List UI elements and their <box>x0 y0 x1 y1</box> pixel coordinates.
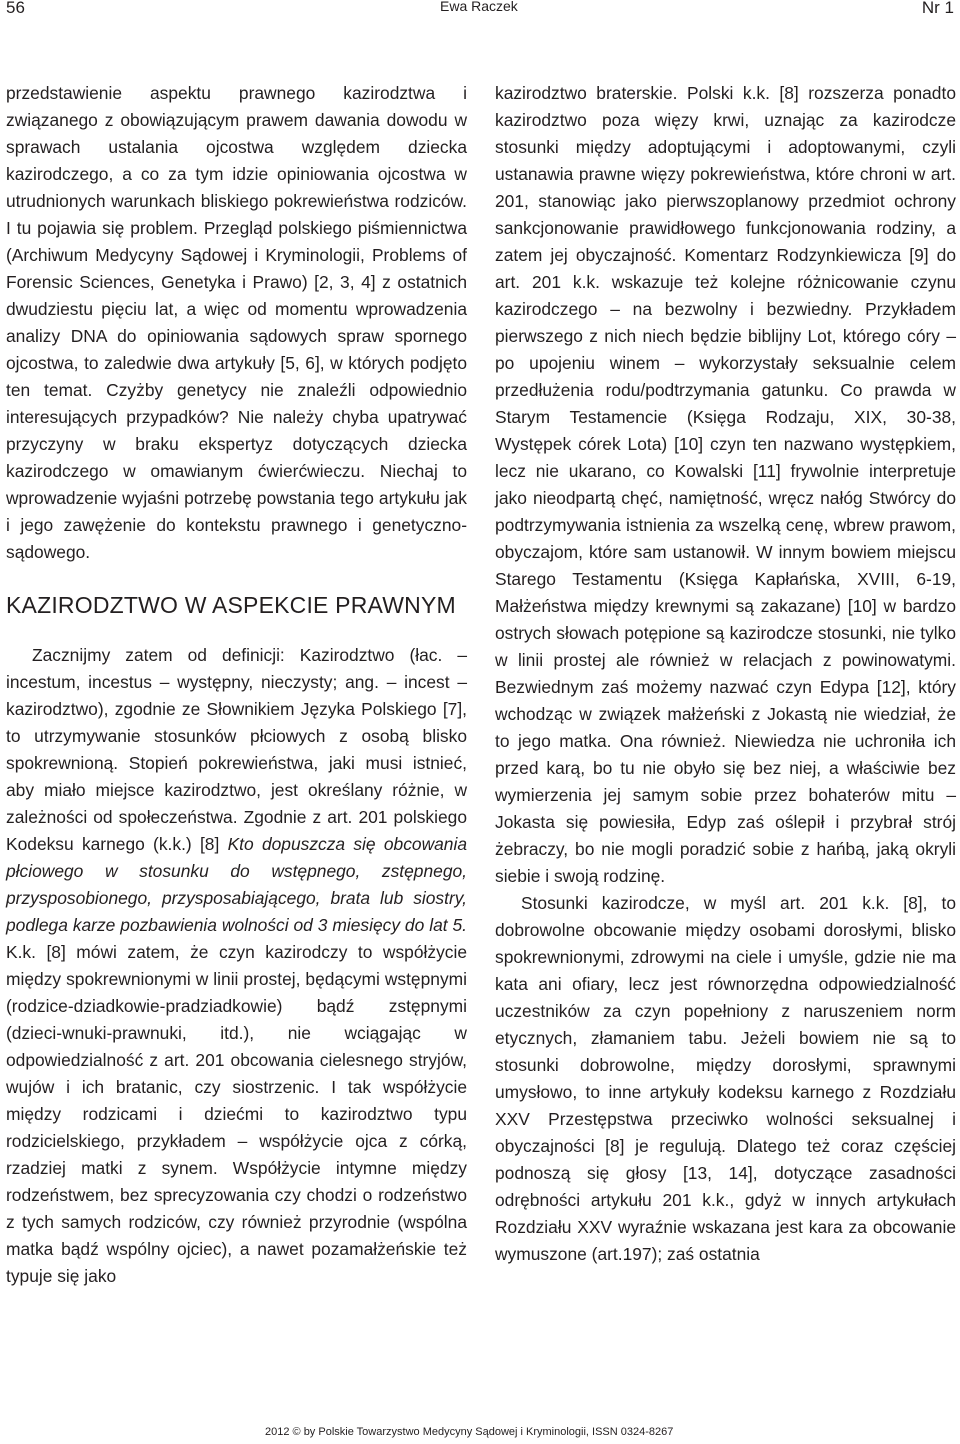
consent-paragraph: Stosunki kazirodcze, w myśl art. 201 k.k. [8], to dobrowolne obcowanie między osobami dorosłymi, blisko spokrewnionymi, zdrowymi na ciele i umyśle, gdzie nie ma kata ani ofiary, lecz jest równorzędna odpowiedzialność uczestników za czyn popełniony z naruszeniem norm etycznych, złamaniem tabu. Jeżeli bowiem nie są to stosunki dobrowolne, między dorosłymi, sprawnymi umysłowo, to inne artykuły kodeksu karnego z Rozdziału XXV Przestępstwa przeciwko wolności seksualnej i obyczajności [8] je regulują. Dlatego też coraz częściej podnoszą się głosy [13, 14], dotyczące zasadności odrębności artykułu 201 k.k., gdyż w innych artykułach Rozdziału XXV wyraźnie wskazana jest kara za obcowanie wymuszone (art.197); zaś ostatnia <box>495 893 956 1264</box>
intro-paragraph: przedstawienie aspektu prawnego kazirodztwa i związanego z obowiązującym prawem dawania dowodu w sprawach ustalania ojcostwa względem dziecka kazirodczego, a co za tym idzie opiniowania ojcostwa w utrudnionych warunkach bliskiego pokrewieństwa rodziców. I tu pojawia się problem. Przegląd polskiego piśmiennictwa (Archiwum Medycyny Sądowej i Kryminologii, Problems of Forensic Sciences, Genetyka i Prawo) [2, 3, 4] z ostatnich dwudziestu pięciu lat, a więc od momentu wprowadzenia analizy DNA do opiniowania sądowych spraw spornego ojcostwa, to zaledwie dwa artykuły [5, 6], w których podjęto ten temat. Czyżby genetycy nie znaleźli odpowiednio interesujących przypadków? Nie należy chyba upatrywać przyczyny w braku ekspertyz dotyczących dziecka kazirodczego w omawianym ćwierćwieczu. Niechaj to wprowadzenie wyjaśni potrzebę powstania tego artykułu jak i jego zawężenie do kontekstu prawnego i genetyczno-sądowego. <box>6 83 467 562</box>
continued-paragraph: kazirodztwo braterskie. Polski k.k. [8] rozszerza ponadto kazirodztwo poza więzy krwi, uznając za kazirodcze stosunki między adoptującymi i adoptowanymi, czyli ustanawia prawne więzy pokrewieństwa, które chroni w art. 201, stanowiąc jako pierwszoplanowy przedmiot ochrony sankcjonowanie prawidłowego funkcjonowania rodziny, a zatem jej obyczajność. Komentarz Rodzynkiewicza [9] do art. 201 k.k. wskazuje też kolejne różnicowanie czynu kazirodczego – na bezwolny i bezwiedny. Przykładem pierwszego z nich niech będzie biblijny Lot, którego córy – po upojeniu winem – wykorzystały seksualnie celem przedłużenia rodu/podtrzymania gatunku. Co prawda w Starym Testamencie (Księga Rodzaju, XIX, 30-38, Występek córek Lota) [10] czyn ten nazwano występkiem, lecz nie ukarano, co Kowalski [11] frywolnie interpretuje jako nieodpartą chęć, namiętność, wręcz nałóg Stwórcy do podtrzymywania istnienia za wszelką cenę, wbrew prawom, obyczajom, które sam ustanowił. W innym bowiem miejscu Starego Testamentu (Księga Kapłańska, XVIII, 6-19, Małżeństwa między krewnymi są zakazane) [10] w bardzo ostrych słowach potępione są kazirodcze stosunki, nie tylko w linii prostej ale również w relacjach z powinowatymi. Bezwiednym zaś możemy nazwać czyn Edypa [12], który wchodząc w związek małżeński z Jokastą nie wiedział, że to jego matka. Ona również. Niewiedza nie uchroniła ich przed karą, bo tu nie obyło się bez niej, a właściwie bez wymierzenia jej samym sobie przez bohaterów mitu – Jokasta się powiesiła, Edyp zaś oślepił i przybrał strój żebraczy, bo nie mogli poradzić sobie z hańbą, jaką okryli siebie i swoją rodzinę. <box>495 83 956 886</box>
definition-text-end: K.k. [8] mówi zatem, że czyn kazirodczy to współżycie między spokrewnionymi w linii prostej, będącymi wstępnymi (rodzice-dziadkowie-pradziadkowie) bądź zstępnymi (dzieci-wnuki-prawnuki, itd.), nie wciągając w odpowiedzialność z art. 201 obcowania cielesnego stryjów, wujów i ich bratanic, czy siostrzenic. I tak współżycie między rodzicami i dziećmi to kazirodztwo typu rodzicielskiego, przykładem – współżycie ojca z córką, rzadziej matki z synem. Współżycie intymne między rodzeństwem, bez sprecyzowania czy chodzi o rodzeństwo z tych samych rodziców, czy również przyrodnie (wspólna matka bądź wspólny ojciec), a nawet pozamałżeńskie też typuje się jako <box>6 942 467 1286</box>
section-heading: KAZIRODZTWO W ASPEKCIE PRAWNYM <box>6 592 456 618</box>
definition-text-start: Zacznijmy zatem od definicji: Kazirodztwo (łac. – incestum, incestus – występny, nieczysty; ang. – incest – kazirodztwo), zgodnie ze Słownikiem Języka Polskiego [7], to utrzymywanie stosunków płciowych z osobą blisko spokrewnioną. Stopień pokrewieństwa, jaki musi istnieć, aby miało miejsce kazirodztwo, jest określany różnie, w zależności od społeczeństwa. Zgodnie z art. 201 polskiego Kodeksu karnego (k.k.) [8] <box>6 645 467 854</box>
running-head-author: Ewa Raczek <box>440 0 518 14</box>
definition-paragraph <box>6 642 467 1290</box>
page-header <box>0 0 960 24</box>
issue-number: Nr 1 <box>921 0 954 17</box>
page-number: 56 <box>6 0 25 17</box>
law-quote: Kto dopuszcza się obcowania płciowego w stosunku do wstępnego, zstępnego, przysposobionego, przysposabiającego, brata lub siostry, podlega karze pozbawienia wolności od 3 miesięcy do lat 5. <box>6 834 468 935</box>
copyright-footer: 2012 © by Polskie Towarzystwo Medycyny Sądowej i Kryminologii, ISSN 0324-8267 <box>265 1426 674 1438</box>
left-column <box>6 80 467 1290</box>
right-column <box>495 80 956 1268</box>
